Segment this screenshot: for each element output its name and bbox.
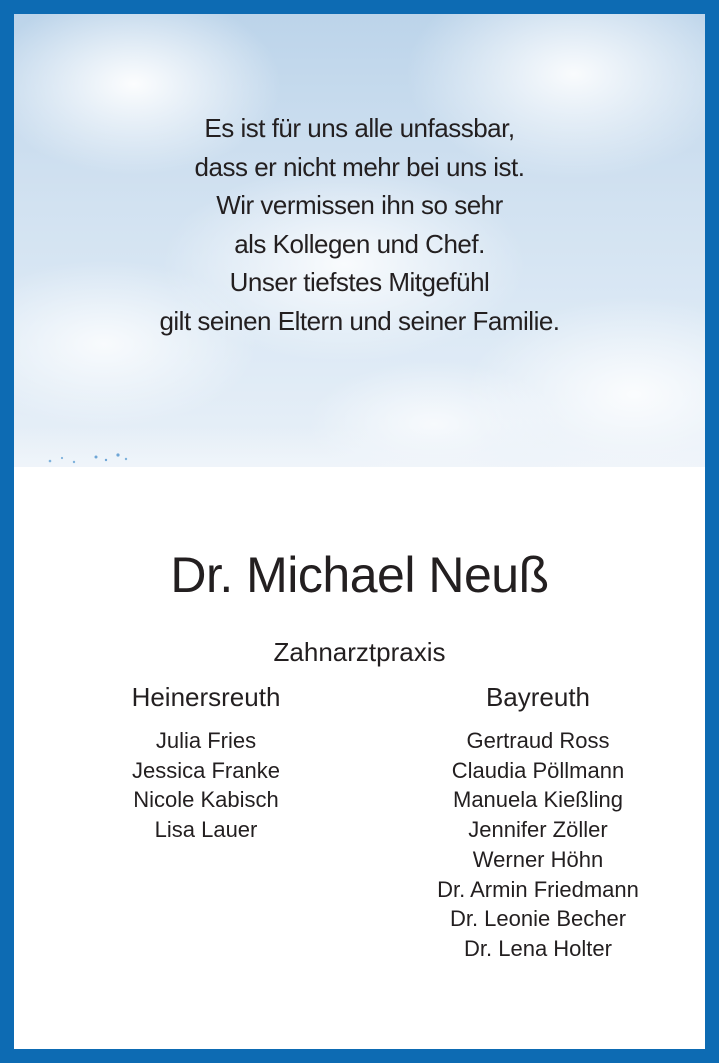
location-heading: Heinersreuth [131,682,281,712]
staff-member: Dr. Leonie Becher [449,906,627,932]
memorial-poem [14,109,705,340]
staff-member: Nicole Kabisch [133,787,279,813]
staff-member: Julia Fries [155,728,257,753]
location-column-heinersreuth [86,681,326,845]
poem-line: Es ist für uns alle unfassbar, [204,113,515,143]
poem-line: Unser tiefstes Mitgefühl [229,267,490,297]
sky-background [14,14,705,467]
staff-member: Manuela Kießling [453,787,623,813]
staff-member: Jennifer Zöller [468,817,608,843]
staff-member: Dr. Armin Friedmann [437,876,639,902]
practice-label: Zahnarztpraxis [273,637,446,667]
staff-member: Jessica Franke [132,757,280,783]
location-column-bayreuth [398,681,678,964]
staff-list [86,726,326,845]
sparkle-decoration-icon [44,451,144,465]
staff-member: Claudia Pöllmann [451,757,625,783]
deceased-name: Dr. Michael Neuß [170,547,549,603]
staff-member: Lisa Lauer [154,817,258,843]
staff-member: Werner Höhn [472,846,604,872]
poem-line: dass er nicht mehr bei uns ist. [194,151,525,182]
staff-list [398,726,678,964]
staff-member: Gertraud Ross [466,728,610,753]
location-heading: Bayreuth [485,682,591,712]
poem-line: gilt seinen Eltern und seiner Familie. [159,305,560,336]
staff-member: Dr. Lena Holter [464,935,612,961]
poem-line: Wir vermissen ihn so sehr [216,190,503,220]
poem-line: als Kollegen und Chef. [234,228,485,259]
